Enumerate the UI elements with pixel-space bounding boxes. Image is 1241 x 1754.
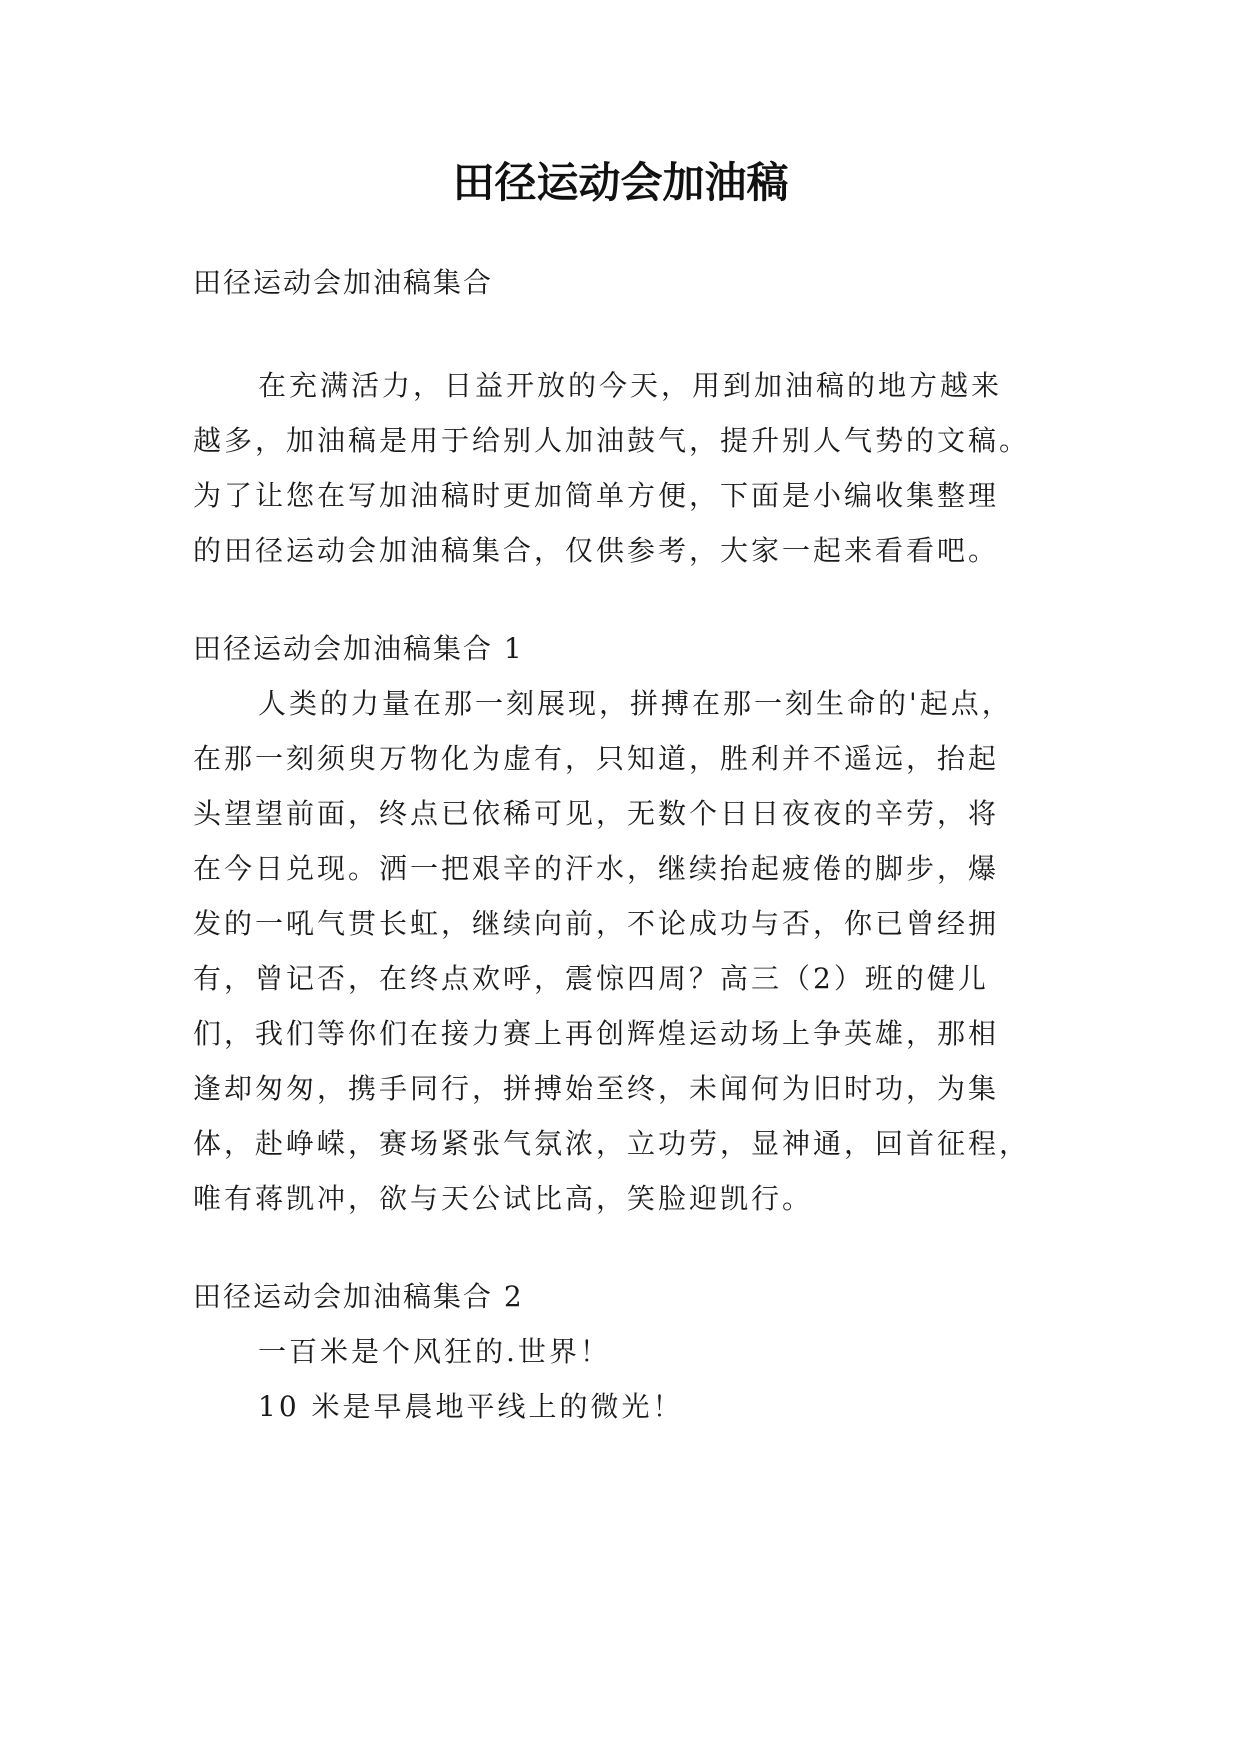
intro-line: 的田径运动会加油稿集合，仅供参考，大家一起来看看吧。 [193,534,1000,567]
document-subtitle: 田径运动会加油稿集合 [193,266,494,299]
section-1-line: 们，我们等你们在接力赛上再创辉煌运动场上争英雄，那相 [193,1017,1000,1050]
section-1-line: 有，曾记否，在终点欢呼，震惊四周？高三（2）班的健儿 [193,962,989,995]
section-1-line: 唯有蒋凯冲，欲与天公试比高，笑脸迎凯行。 [193,1182,814,1215]
section-2-line: 一百米是个风狂的.世界！ [258,1335,611,1368]
document-title: 田径运动会加油稿 [452,158,789,207]
section-1-line: 发的一吼气贯长虹，继续向前，不论成功与否，你已曾经拥 [193,907,1000,940]
section-1-line: 在那一刻须臾万物化为虚有，只知道，胜利并不遥远，抬起 [193,742,1000,775]
section-1-line: 在今日兑现。洒一把艰辛的汗水，继续抬起疲倦的脚步，爆 [193,852,1000,885]
section-heading-2: 田径运动会加油稿集合 2 [193,1280,524,1313]
section-1-line: 头望望前面，终点已依稀可见，无数个日日夜夜的辛劳，将 [193,797,1000,830]
section-1-line: 逢却匆匆，携手同行，拼搏始至终，未闻何为旧时功，为集 [193,1072,1000,1105]
intro-line: 为了让您在写加油稿时更加简单方便，下面是小编收集整理 [193,479,1000,512]
intro-line: 在充满活力，日益开放的今天，用到加油稿的地方越来 [258,369,1003,402]
section-2-line: 10 米是早晨地平线上的微光！ [258,1390,684,1423]
section-heading-1: 田径运动会加油稿集合 1 [193,632,524,665]
intro-line: 越多，加油稿是用于给别人加油鼓气，提升别人气势的文稿。 [193,424,1031,457]
section-1-line: 人类的力量在那一刻展现，拼搏在那一刻生命的'起点， [258,687,1013,720]
section-1-line: 体，赴峥嵘，赛场紧张气氛浓，立功劳，显神通，回首征程， [193,1127,1031,1160]
